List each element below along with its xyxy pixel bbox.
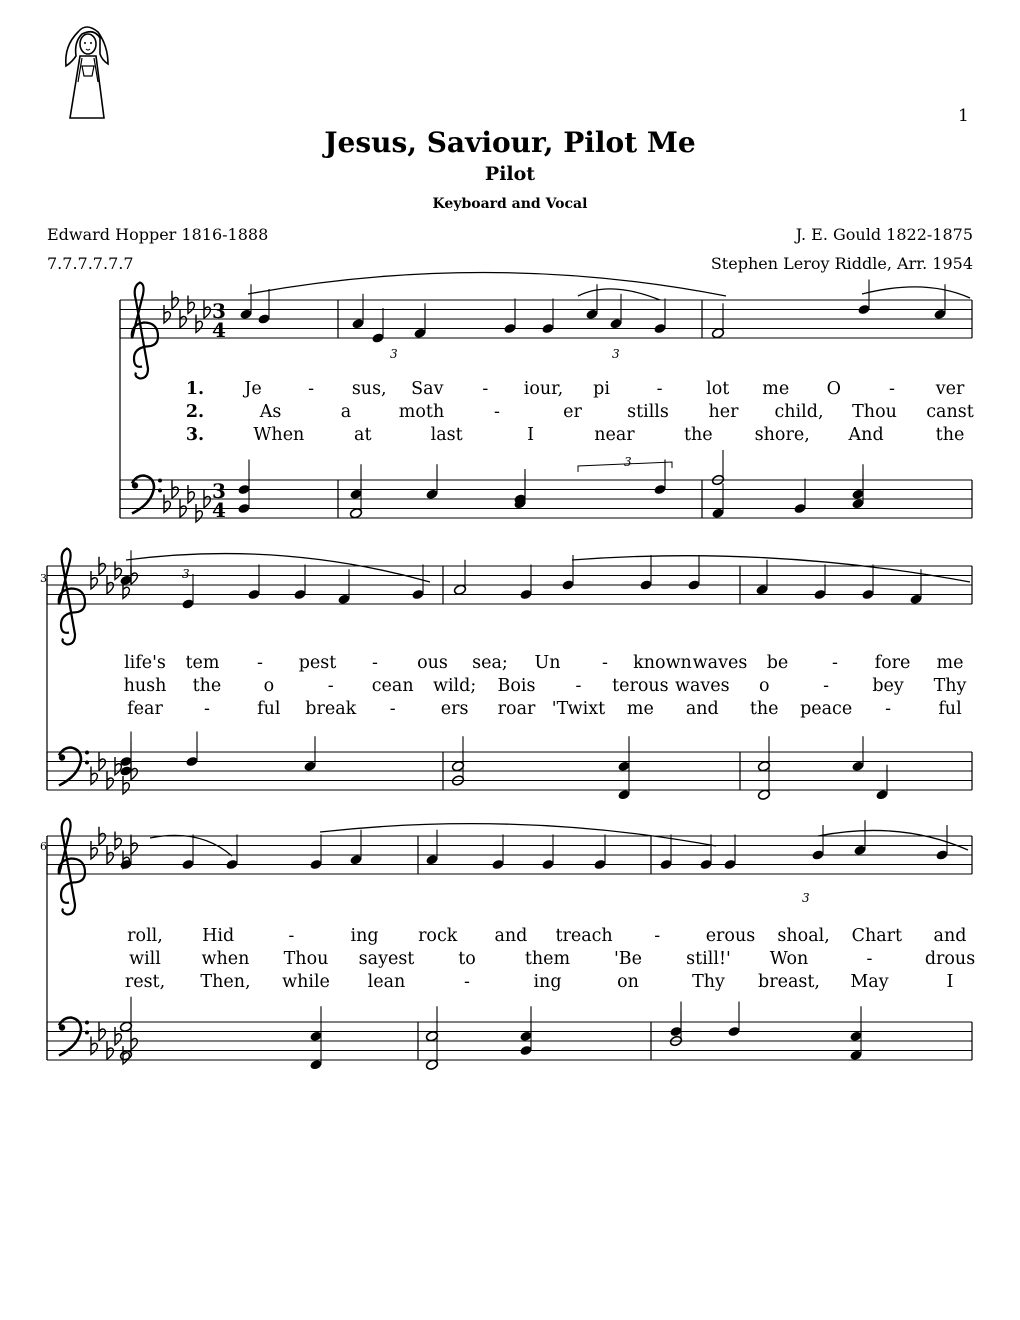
svg-text:4: 4: [212, 318, 226, 343]
song-title: Jesus, Saviour, Pilot Me: [324, 126, 696, 159]
lyric-syllable: Thou: [852, 402, 897, 422]
lyric-syllable: Hid: [202, 926, 235, 946]
lyric-syllable: and: [933, 926, 967, 946]
lyric-syllable: break: [305, 699, 357, 719]
lyric-hyphen: -: [494, 402, 500, 422]
lyric-syllable: May: [850, 972, 889, 992]
lyric-syllable: the: [935, 425, 965, 445]
notes-b-3: [119, 997, 862, 1071]
lyric-hyphen: -: [389, 699, 396, 719]
lyric-syllable: stills: [627, 402, 669, 422]
lyric-syllable: 'Be: [613, 949, 643, 969]
lyric-syllable: breast,: [758, 972, 820, 992]
lyric-syllable: hush: [123, 676, 167, 696]
lyric-hyphen: -: [832, 653, 838, 673]
lyric-hyphen: -: [654, 926, 661, 946]
lyric-syllable: shore,: [754, 425, 810, 445]
lyric-syllable: ing: [533, 972, 562, 992]
lyric-syllable: to: [458, 949, 476, 969]
lyric-syllable: treach: [555, 926, 613, 946]
lyric-hyphen: -: [602, 653, 608, 673]
lyric-syllable: Thou: [283, 949, 329, 969]
lyric-syllable: moth: [398, 402, 445, 422]
lyric-syllable: erous: [705, 926, 756, 946]
lyric-syllable: I: [946, 972, 954, 992]
tuplet-mark: 3: [612, 347, 620, 361]
verse-number: 1.: [185, 379, 205, 399]
lyric-syllable: will: [129, 949, 161, 969]
lyric-syllable: Je: [244, 379, 262, 399]
lyric-syllable: When: [253, 425, 305, 445]
lyric-syllable: while: [282, 972, 330, 992]
lyric-syllable: I: [527, 425, 535, 445]
verse-number: 2.: [185, 402, 205, 422]
verse-number: 3.: [185, 425, 205, 445]
lyric-syllable: me: [762, 379, 790, 399]
tuplet-mark: 3: [624, 455, 632, 469]
lyric-syllable: sayest: [358, 949, 415, 969]
lyric-hyphen: -: [823, 676, 830, 696]
lyric-syllable: o: [758, 676, 770, 696]
tuplet-mark: 3: [802, 891, 810, 905]
lyric-syllable: and: [685, 699, 719, 719]
lyric-syllable: As: [259, 402, 282, 422]
arranger: Stephen Leroy Riddle, Arr. 1954: [710, 254, 973, 273]
lyric-syllable: the: [192, 676, 222, 696]
lyric-hyphen: -: [482, 379, 489, 399]
lyric-syllable: and: [494, 926, 528, 946]
measure-number: 6: [40, 840, 47, 853]
tuplet-mark: 3: [182, 567, 190, 581]
lyric-syllable: ous: [417, 653, 448, 673]
lyric-syllable: on: [617, 972, 639, 992]
lyric-syllable: O: [826, 379, 842, 399]
lyric-syllable: iour,: [523, 379, 564, 399]
lyric-syllable: me: [626, 699, 654, 719]
lyric-syllable: Chart: [851, 926, 903, 946]
lyric-syllable: the: [749, 699, 779, 719]
lyric-syllable: cean: [371, 676, 414, 696]
lyric-syllable: er: [563, 402, 582, 422]
lyric-syllable: Won: [769, 949, 809, 969]
lyric-syllable: ing: [350, 926, 379, 946]
lyric-syllable: still!': [686, 949, 731, 969]
lyric-syllable: wild;: [432, 676, 477, 696]
lyric-syllable: fear: [127, 699, 163, 719]
meter: 7.7.7.7.7.7: [47, 254, 134, 273]
lyric-syllable: Bois: [497, 676, 536, 696]
tuplet-mark: 3: [390, 347, 398, 361]
lyric-syllable: her: [708, 402, 739, 422]
lyric-syllable: Un: [534, 653, 561, 673]
lyric-syllable: me: [936, 653, 964, 673]
lyric-syllable: Then,: [200, 972, 251, 992]
lyric-syllable: rest,: [124, 972, 166, 992]
lyric-hyphen: -: [257, 653, 263, 673]
lyric-syllable: last: [430, 425, 463, 445]
lyric-hyphen: -: [288, 926, 295, 946]
lyric-syllable: 'Twixt: [551, 699, 606, 719]
lyric-syllable: peace: [800, 699, 853, 719]
lyric-syllable: ful: [257, 699, 281, 719]
lyric-syllable: bey: [872, 676, 904, 696]
instrumentation: Keyboard and Vocal: [432, 196, 588, 212]
lyric-syllable: when: [201, 949, 250, 969]
lyric-hyphen: -: [866, 949, 873, 969]
lyric-syllable: the: [683, 425, 713, 445]
lyric-syllable: Sav: [411, 379, 444, 399]
lyric-syllable: canst: [926, 402, 974, 422]
measure-number: 3: [40, 572, 47, 585]
lyric-syllable: waves: [692, 653, 748, 673]
lyric-syllable: them: [524, 949, 571, 969]
lyric-syllable: tem: [185, 653, 220, 673]
lyric-hyphen: -: [327, 676, 334, 696]
svg-text:3: 3: [212, 479, 226, 504]
tune-name: Pilot: [484, 163, 536, 185]
lyric-hyphen: -: [203, 699, 210, 719]
lyric-syllable: terous: [612, 676, 669, 696]
composer: J. E. Gould 1822-1875: [795, 225, 973, 244]
lyric-syllable: o: [263, 676, 275, 696]
lyric-syllable: ers: [440, 699, 469, 719]
lyric-syllable: lean: [367, 972, 406, 992]
lyric-syllable: known: [633, 653, 692, 673]
lyric-hyphen: -: [656, 379, 663, 399]
lyric-syllable: ver: [935, 379, 965, 399]
lyricist: Edward Hopper 1816-1888: [47, 225, 269, 244]
lyric-syllable: sus,: [351, 379, 387, 399]
lyric-hyphen: -: [308, 379, 315, 399]
lyric-syllable: pest: [298, 653, 337, 673]
lyric-syllable: ful: [938, 699, 962, 719]
lyric-syllable: shoal,: [777, 926, 830, 946]
lyric-syllable: at: [354, 425, 372, 445]
lyric-syllable: drous: [924, 949, 976, 969]
svg-text:4: 4: [212, 498, 226, 523]
lyric-syllable: lot: [706, 379, 730, 399]
lyric-syllable: child,: [774, 402, 824, 422]
lyric-syllable: Thy: [692, 972, 725, 992]
lyric-syllable: rock: [418, 926, 458, 946]
lyric-hyphen: -: [372, 653, 378, 673]
lyric-syllable: sea;: [472, 653, 508, 673]
lyric-syllable: life's: [124, 653, 166, 673]
lyric-syllable: waves: [674, 676, 730, 696]
lyric-syllable: be: [766, 653, 789, 673]
lyric-syllable: near: [594, 425, 635, 445]
lyric-syllable: And: [848, 425, 884, 445]
lyric-syllable: Thy: [933, 676, 967, 696]
lyric-syllable: roll,: [127, 926, 163, 946]
lyric-syllable: a: [340, 402, 352, 422]
lyric-syllable: fore: [874, 653, 911, 673]
lyric-hyphen: -: [885, 699, 892, 719]
lyric-syllable: roar: [497, 699, 536, 719]
notes-t-2: [119, 550, 922, 610]
lyric-hyphen: -: [888, 379, 895, 399]
lyric-syllable: pi: [593, 379, 610, 399]
lyric-hyphen: -: [575, 676, 582, 696]
lyric-hyphen: -: [464, 972, 470, 992]
notes-t-1: [239, 280, 946, 344]
page-number: 1: [958, 106, 969, 126]
svg-text:3: 3: [212, 299, 226, 324]
